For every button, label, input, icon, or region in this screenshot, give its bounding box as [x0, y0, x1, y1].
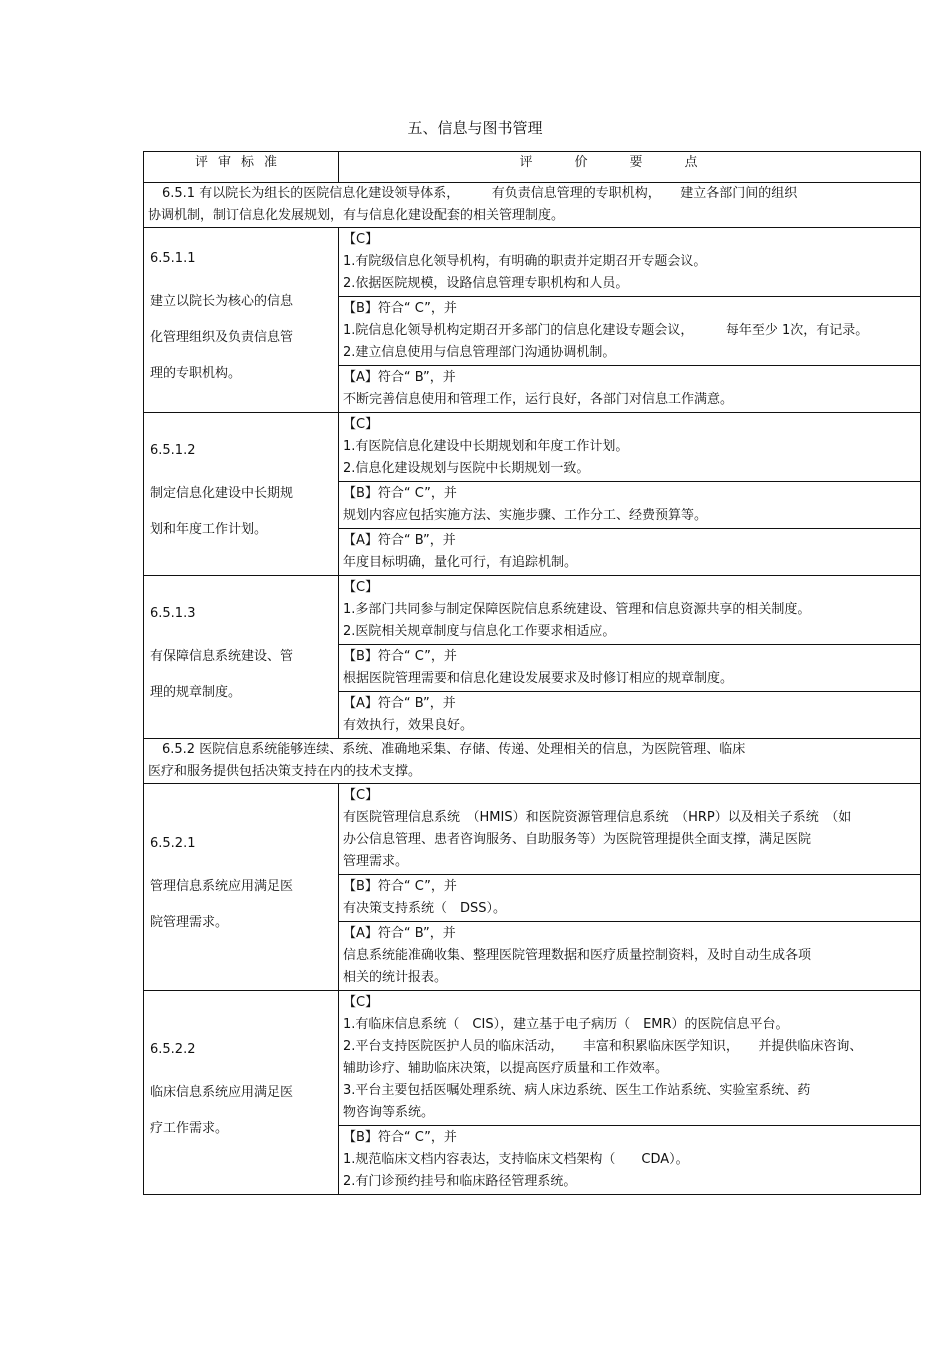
level-label: 【A】符合“ B”，并 — [343, 533, 456, 548]
section-row — [144, 739, 921, 784]
evaluation-point: 2.医院相关规章制度与信息化工作要求相适应。 — [343, 624, 616, 639]
level-label: 【C】 — [343, 232, 379, 247]
header-standard: 评审标准 — [144, 152, 339, 183]
evaluation-level-cell — [339, 228, 921, 297]
standard-description-line: 临床信息系统应用满足医 — [150, 1084, 294, 1100]
evaluation-level-cell — [339, 784, 921, 875]
standard-code: 6.5.2.2 — [150, 1041, 196, 1057]
standard-code: 6.5.2.1 — [150, 836, 196, 851]
evaluation-point: 管理需求。 — [343, 854, 409, 869]
level-label: 【A】符合“ B”，并 — [343, 926, 456, 941]
evaluation-point: 1.多部门共同参与制定保障医院信息系统建设、管理和信息资源共享的相关制度。 — [343, 602, 811, 617]
standard-cell — [144, 228, 339, 413]
evaluation-point: 根据医院管理需要和信息化建设发展要求及时修订相应的规章制度。 — [343, 671, 734, 686]
section-heading-line: 6.5.2 医院信息系统能够连续、系统、准确地采集、存储、传递、处理相关的信息，为医院管理、临床 — [162, 742, 746, 757]
evaluation-level-cell — [339, 922, 921, 991]
evaluation-point: 2.信息化建设规划与医院中长期规划一致。 — [343, 461, 590, 476]
evaluation-level-cell — [339, 692, 921, 739]
evaluation-point: 1.有临床信息系统（ CIS），建立基于电子病历（ EMR）的医院信息平台。 — [343, 1017, 789, 1032]
evaluation-point: 1.规范临床文档内容表达，支持临床文档架构（ CDA）。 — [343, 1152, 689, 1167]
evaluation-point: 有决策支持系统（ DSS）。 — [343, 901, 507, 916]
standard-description-line: 有保障信息系统建设、管 — [150, 649, 294, 664]
standard-cell — [144, 576, 339, 739]
standard-description-line: 院管理需求。 — [150, 915, 229, 930]
standard-description-line: 划和年度工作计划。 — [150, 522, 268, 537]
evaluation-point: 年度目标明确，量化可行，有追踪机制。 — [343, 555, 578, 570]
standard-code: 6.5.1.1 — [150, 251, 196, 266]
evaluation-point: 不断完善信息使用和管理工作，运行良好，各部门对信息工作满意。 — [343, 392, 734, 407]
evaluation-point: 2.建立信息使用与信息管理部门沟通协调机制。 — [343, 345, 616, 360]
level-label: 【C】 — [343, 580, 379, 595]
page-title: 五、信息与图书管理 — [407, 119, 543, 137]
section-heading-line: 协调机制，制订信息化发展规划，有与信息化建设配套的相关管理制度。 — [148, 208, 565, 223]
evaluation-level-cell — [339, 991, 921, 1126]
evaluation-point: 1.院信息化领导机构定期召开多部门的信息化建设专题会议， 每年至少 1次，有记录。 — [343, 323, 869, 338]
standard-cell — [144, 784, 339, 991]
evaluation-level-cell — [339, 875, 921, 922]
evaluation-level-cell — [339, 1126, 921, 1195]
level-label: 【B】符合“ C”，并 — [343, 879, 457, 894]
standard-description-line: 制定信息化建设中长期规 — [150, 486, 294, 501]
evaluation-table — [143, 151, 921, 1195]
level-label: 【A】符合“ B”，并 — [343, 696, 456, 711]
level-label: 【B】符合“ C”，并 — [343, 649, 457, 664]
evaluation-level-cell — [339, 482, 921, 529]
standard-description-line: 理的规章制度。 — [150, 685, 242, 700]
evaluation-point: 相关的统计报表。 — [343, 970, 448, 985]
evaluation-point: 有医院管理信息系统 （HMIS）和医院资源管理信息系统 （HRP）以及相关子系统 （如 — [343, 810, 852, 825]
standard-code: 6.5.1.2 — [150, 443, 196, 458]
evaluation-point: 辅助诊疗、辅助临床决策，以提高医疗质量和工作效率。 — [343, 1061, 669, 1076]
header-evaluation-points: 评价要点 — [339, 152, 921, 183]
criteria-row — [144, 576, 921, 645]
table-header-row — [144, 152, 921, 183]
standard-code: 6.5.1.3 — [150, 606, 196, 621]
evaluation-point: 有效执行，效果良好。 — [343, 718, 474, 733]
section-heading-line: 医疗和服务提供包括决策支持在内的技术支撑。 — [148, 764, 422, 779]
evaluation-point: 物咨询等系统。 — [343, 1105, 435, 1120]
level-label: 【C】 — [343, 995, 379, 1010]
standard-cell — [144, 413, 339, 576]
evaluation-level-cell — [339, 297, 921, 366]
evaluation-point: 1.有医院信息化建设中长期规划和年度工作计划。 — [343, 439, 629, 454]
criteria-row — [144, 413, 921, 482]
section-heading-line: 6.5.1 有以院长为组长的医院信息化建设领导体系， 有负责信息管理的专职机构， 建立各部门间的组织 — [162, 186, 798, 201]
evaluation-point: 2.平台支持医院医护人员的临床活动， 丰富和积累临床医学知识， 并提供临床咨询、 — [343, 1039, 863, 1054]
standard-description-line: 疗工作需求。 — [150, 1120, 229, 1136]
evaluation-level-cell — [339, 366, 921, 413]
section-row — [144, 183, 921, 228]
standard-cell — [144, 991, 339, 1195]
evaluation-point: 3.平台主要包括医嘱处理系统、病人床边系统、医生工作站系统、实验室系统、药 — [343, 1083, 811, 1098]
level-label: 【B】符合“ C”，并 — [343, 301, 457, 316]
evaluation-level-cell — [339, 576, 921, 645]
criteria-row — [144, 784, 921, 875]
standard-description-line: 理的专职机构。 — [150, 366, 242, 381]
standard-description-line: 管理信息系统应用满足医 — [150, 879, 294, 894]
level-label: 【C】 — [343, 417, 379, 432]
evaluation-point: 1.有院级信息化领导机构，有明确的职责并定期召开专题会议。 — [343, 254, 707, 269]
evaluation-point: 2.有门诊预约挂号和临床路径管理系统。 — [343, 1174, 577, 1189]
evaluation-point: 信息系统能准确收集、整理医院管理数据和医疗质量控制资料，及时自动生成各项 — [343, 948, 812, 963]
standard-description-line: 建立以院长为核心的信息 — [150, 294, 294, 309]
level-label: 【A】符合“ B”，并 — [343, 370, 456, 385]
level-label: 【B】符合“ C”，并 — [343, 1130, 457, 1145]
evaluation-level-cell — [339, 529, 921, 576]
section-heading — [144, 183, 921, 228]
section-heading — [144, 739, 921, 784]
evaluation-point: 办公信息管理、患者咨询服务、自助服务等）为医院管理提供全面支撑，满足医院 — [343, 832, 812, 847]
level-label: 【B】符合“ C”，并 — [343, 486, 457, 501]
evaluation-level-cell — [339, 645, 921, 692]
criteria-row — [144, 991, 921, 1126]
level-label: 【C】 — [343, 788, 379, 803]
evaluation-level-cell — [339, 413, 921, 482]
evaluation-point: 2.依据医院规模，设路信息管理专职机构和人员。 — [343, 276, 629, 291]
evaluation-point: 规划内容应包括实施方法、实施步骤、工作分工、经费预算等。 — [343, 508, 708, 523]
standard-description-line: 化管理组织及负责信息管 — [150, 330, 294, 345]
criteria-row — [144, 228, 921, 297]
